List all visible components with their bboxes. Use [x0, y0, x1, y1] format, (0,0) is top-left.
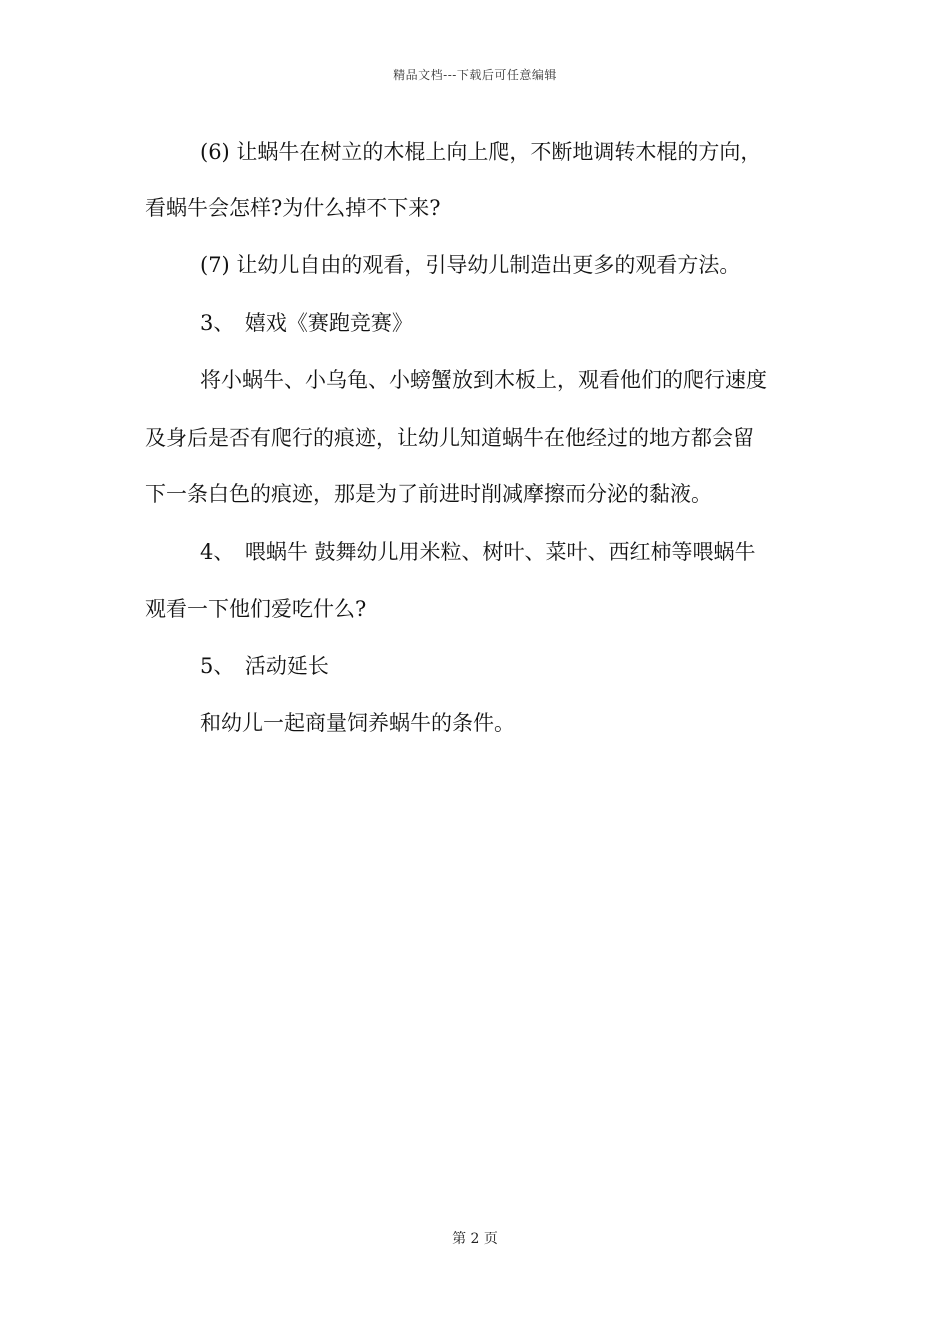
section-heading-3: 3、 嬉戏《赛跑竞赛》	[200, 311, 413, 335]
section-heading-5: 5、 活动延长	[200, 654, 329, 678]
paragraph-step-6-line-1: (6) 让蜗牛在树立的木棍上向上爬，不断地调转木棍的方向，	[200, 140, 762, 164]
paragraph-race-line-1: 将小蜗牛、小乌龟、小螃蟹放到木板上，观看他们的爬行速度	[200, 368, 767, 392]
paragraph-race-line-3: 下一条白色的痕迹，那是为了前进时削减摩擦而分泌的黏液。	[145, 482, 712, 506]
page-number: 第 2 页	[452, 1231, 498, 1247]
paragraph-feed-line-2: 观看一下他们爱吃什么?	[145, 597, 367, 621]
paragraph-step-6-line-2: 看蜗牛会怎样?为什么掉不下来?	[145, 196, 441, 220]
paragraph-extension: 和幼儿一起商量饲养蜗牛的条件。	[200, 711, 515, 735]
section-heading-4: 4、 喂蜗牛 鼓舞幼儿用米粒、树叶、菜叶、西红柿等喂蜗牛	[200, 540, 756, 564]
paragraph-step-7: (7) 让幼儿自由的观看，引导幼儿制造出更多的观看方法。	[200, 253, 741, 277]
page-header: 精品文档---下载后可任意编辑	[393, 68, 557, 82]
paragraph-race-line-2: 及身后是否有爬行的痕迹，让幼儿知道蜗牛在他经过的地方都会留	[145, 426, 754, 450]
